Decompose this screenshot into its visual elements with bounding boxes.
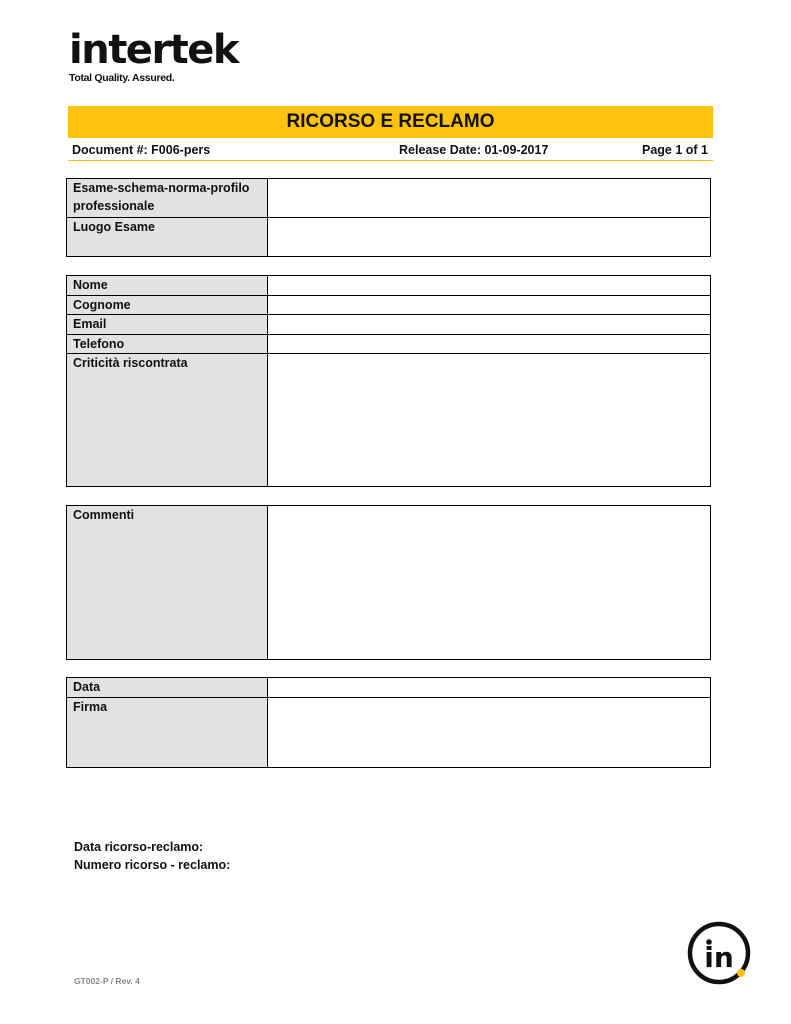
field-commenti[interactable]	[268, 506, 711, 660]
exam-table	[66, 178, 711, 257]
emblem-text: in	[704, 941, 734, 974]
label-luogo-esame: Luogo Esame	[67, 218, 268, 257]
table-row	[67, 335, 711, 354]
table-row	[67, 678, 711, 698]
label-esame-schema: Esame-schema-norma-profilo professionale	[67, 179, 268, 218]
field-luogo-esame[interactable]	[268, 218, 711, 257]
person-table	[66, 275, 711, 487]
table-row	[67, 354, 711, 487]
label-cognome: Cognome	[67, 296, 268, 315]
field-email[interactable]	[268, 315, 711, 335]
label-firma: Firma	[67, 698, 268, 768]
intertek-logo	[69, 27, 239, 84]
document-code: GT002-P / Rev. 4	[74, 976, 140, 986]
label-criticita: Criticità riscontrata	[67, 354, 268, 487]
table-row	[67, 179, 711, 218]
label-email: Email	[67, 315, 268, 335]
numero-ricorso-label: Numero ricorso - reclamo:	[74, 858, 231, 872]
comments-table	[66, 505, 711, 660]
table-row	[67, 698, 711, 768]
document-title: RICORSO E RECLAMO	[286, 111, 495, 132]
table-row	[67, 218, 711, 257]
field-telefono[interactable]	[268, 335, 711, 354]
title-bar	[68, 106, 713, 138]
page-count: Page 1 of 1	[642, 143, 708, 157]
logo-wordmark: intertek	[69, 27, 239, 73]
footer-fields	[74, 838, 230, 874]
field-data[interactable]	[268, 678, 711, 698]
logo-tagline: Total Quality. Assured.	[69, 72, 175, 84]
field-criticita[interactable]	[268, 354, 711, 487]
label-nome: Nome	[67, 276, 268, 296]
release-date: Release Date: 01-09-2017	[399, 143, 549, 157]
table-row	[67, 296, 711, 315]
label-data: Data	[67, 678, 268, 698]
signature-table	[66, 677, 711, 768]
label-commenti: Commenti	[67, 506, 268, 660]
label-telefono: Telefono	[67, 335, 268, 354]
field-cognome[interactable]	[268, 296, 711, 315]
document-number: Document #: F006-pers	[72, 143, 211, 157]
data-ricorso-label: Data ricorso-reclamo:	[74, 840, 204, 854]
table-row	[67, 315, 711, 335]
table-row	[67, 276, 711, 296]
intertek-in-emblem-icon	[686, 920, 752, 986]
document-info-line	[68, 140, 713, 161]
field-nome[interactable]	[268, 276, 711, 296]
field-esame-schema[interactable]	[268, 179, 711, 218]
field-firma[interactable]	[268, 698, 711, 768]
table-row	[67, 506, 711, 660]
